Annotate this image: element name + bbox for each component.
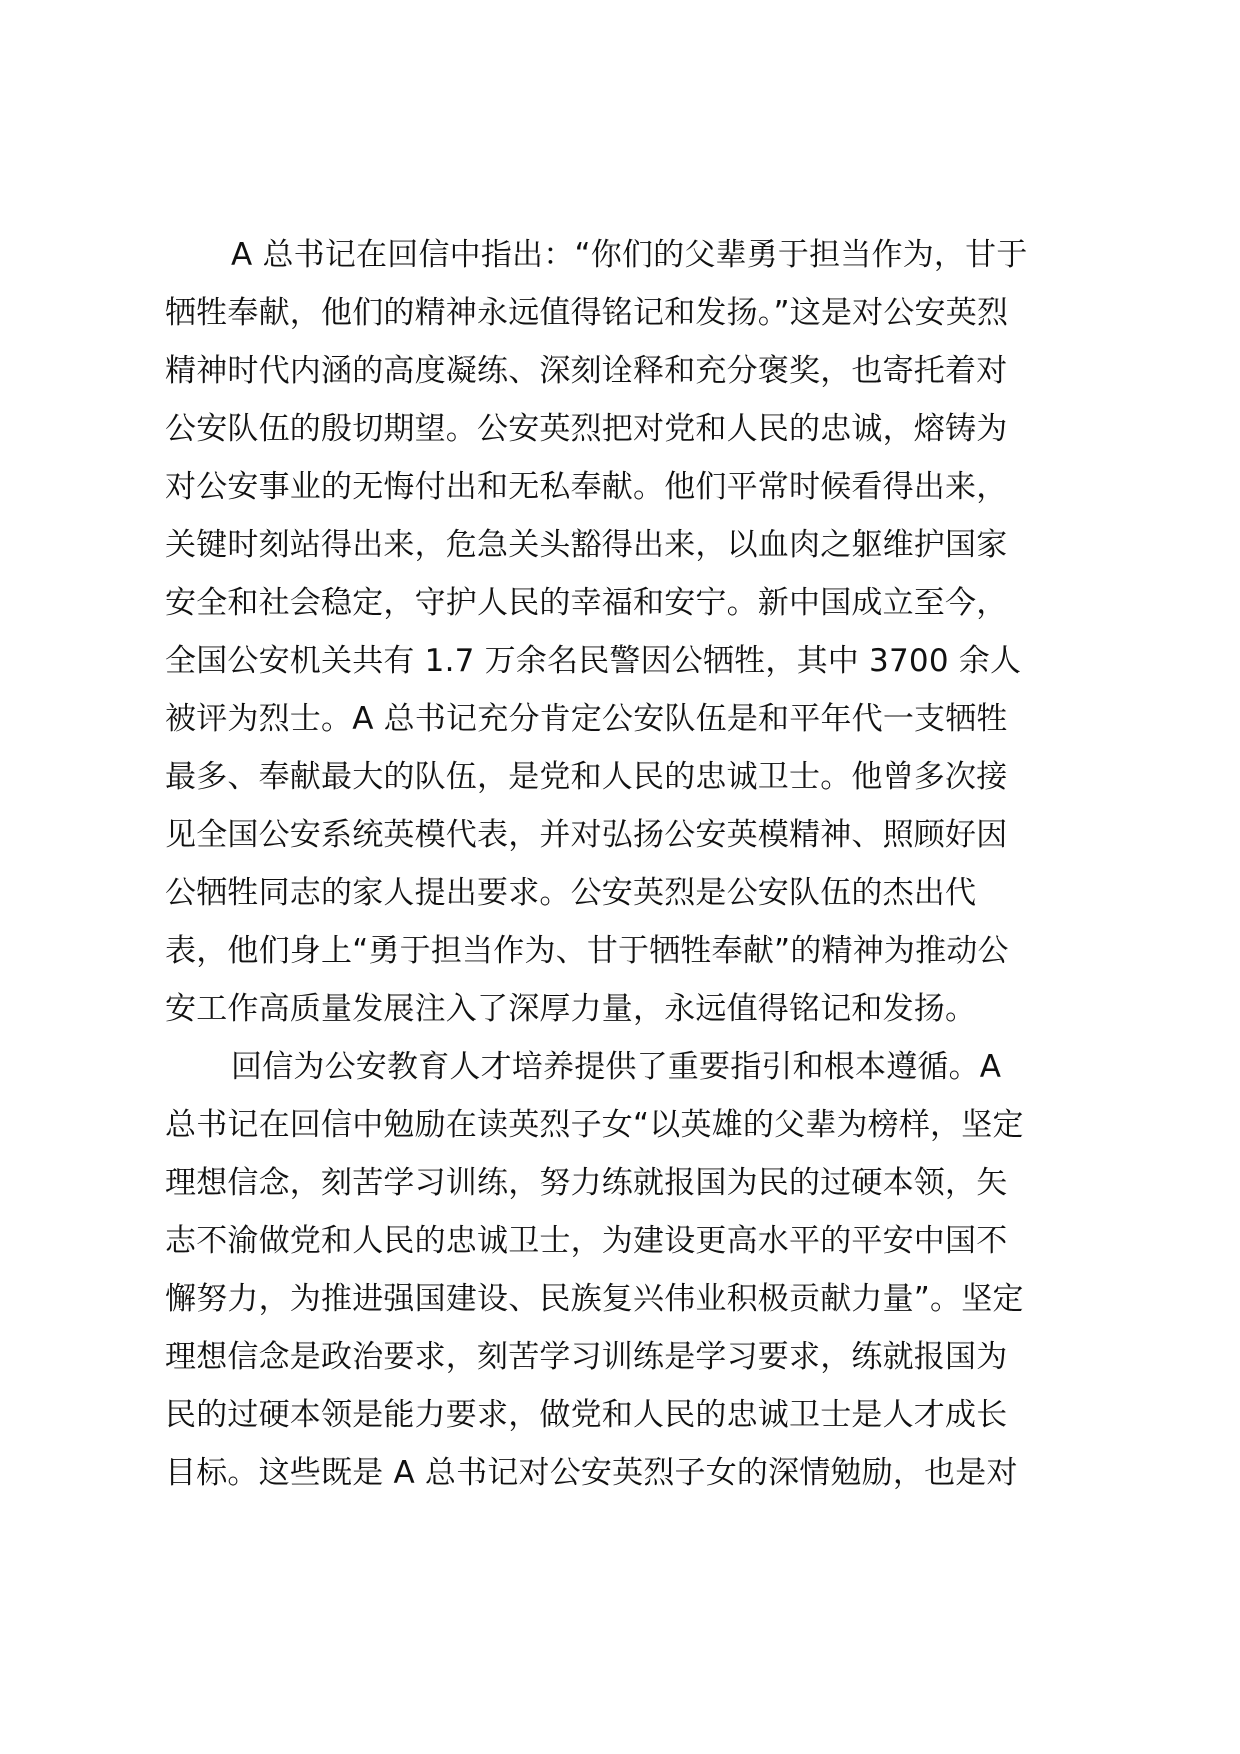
paragraph-1 bbox=[165, 226, 1085, 1038]
paragraph-line: 公牺牲同志的家人提出要求。公安英烈是公安队伍的杰出代 bbox=[165, 875, 977, 911]
paragraph-line: 表，他们身上“勇于担当作为、甘于牺牲奉献”的精神为推动公 bbox=[165, 933, 1009, 969]
paragraph-line: 见全国公安系统英模代表，并对弘扬公安英模精神、照顾好因 bbox=[165, 817, 1008, 853]
paragraph-line: 精神时代内涵的高度凝练、深刻诠释和充分褒奖，也寄托着对 bbox=[165, 353, 1008, 389]
paragraph-line: 安工作高质量发展注入了深厚力量，永远值得铭记和发扬。 bbox=[165, 991, 977, 1027]
paragraph-line: 最多、奉献最大的队伍，是党和人民的忠诚卫士。他曾多次接 bbox=[165, 759, 1008, 795]
body-text bbox=[165, 226, 1085, 1502]
paragraph-line: 回信为公安教育人才培养提供了重要指引和根本遵循。A bbox=[231, 1049, 1002, 1085]
paragraph-line: 被评为烈士。A 总书记充分肯定公安队伍是和平年代一支牺牲 bbox=[165, 701, 1008, 737]
paragraph-line: 总书记在回信中勉励在读英烈子女“以英雄的父辈为榜样，坚定 bbox=[165, 1107, 1024, 1143]
paragraph-line: 牺牲奉献，他们的精神永远值得铭记和发扬。”这是对公安英烈 bbox=[165, 295, 1009, 331]
paragraph-line: A 总书记在回信中指出：“你们的父辈勇于担当作为，甘于 bbox=[231, 237, 1028, 273]
paragraph-line: 公安队伍的殷切期望。公安英烈把对党和人民的忠诚，熔铸为 bbox=[165, 411, 1008, 447]
paragraph-line: 懈努力，为推进强国建设、民族复兴伟业积极贡献力量”。坚定 bbox=[165, 1281, 1024, 1317]
paragraph-line: 关键时刻站得出来，危急关头豁得出来，以血肉之躯维护国家 bbox=[165, 527, 1008, 563]
paragraph-line: 理想信念，刻苦学习训练，努力练就报国为民的过硬本领，矢 bbox=[165, 1165, 1008, 1201]
paragraph-line: 理想信念是政治要求，刻苦学习训练是学习要求，练就报国为 bbox=[165, 1339, 1008, 1375]
paragraph-line: 志不渝做党和人民的忠诚卫士，为建设更高水平的平安中国不 bbox=[165, 1223, 1008, 1259]
paragraph-line: 目标。这些既是 A 总书记对公安英烈子女的深情勉励，也是对 bbox=[165, 1455, 1018, 1491]
paragraph-line: 安全和社会稳定，守护人民的幸福和安宁。新中国成立至今， bbox=[165, 585, 1008, 621]
paragraph-line: 民的过硬本领是能力要求，做党和人民的忠诚卫士是人才成长 bbox=[165, 1397, 1008, 1433]
paragraph-line: 对公安事业的无悔付出和无私奉献。他们平常时候看得出来， bbox=[165, 469, 1008, 505]
paragraph-2 bbox=[165, 1038, 1085, 1502]
paragraph-line: 全国公安机关共有 1.7 万余名民警因公牺牲，其中 3700 余人 bbox=[165, 643, 1022, 679]
